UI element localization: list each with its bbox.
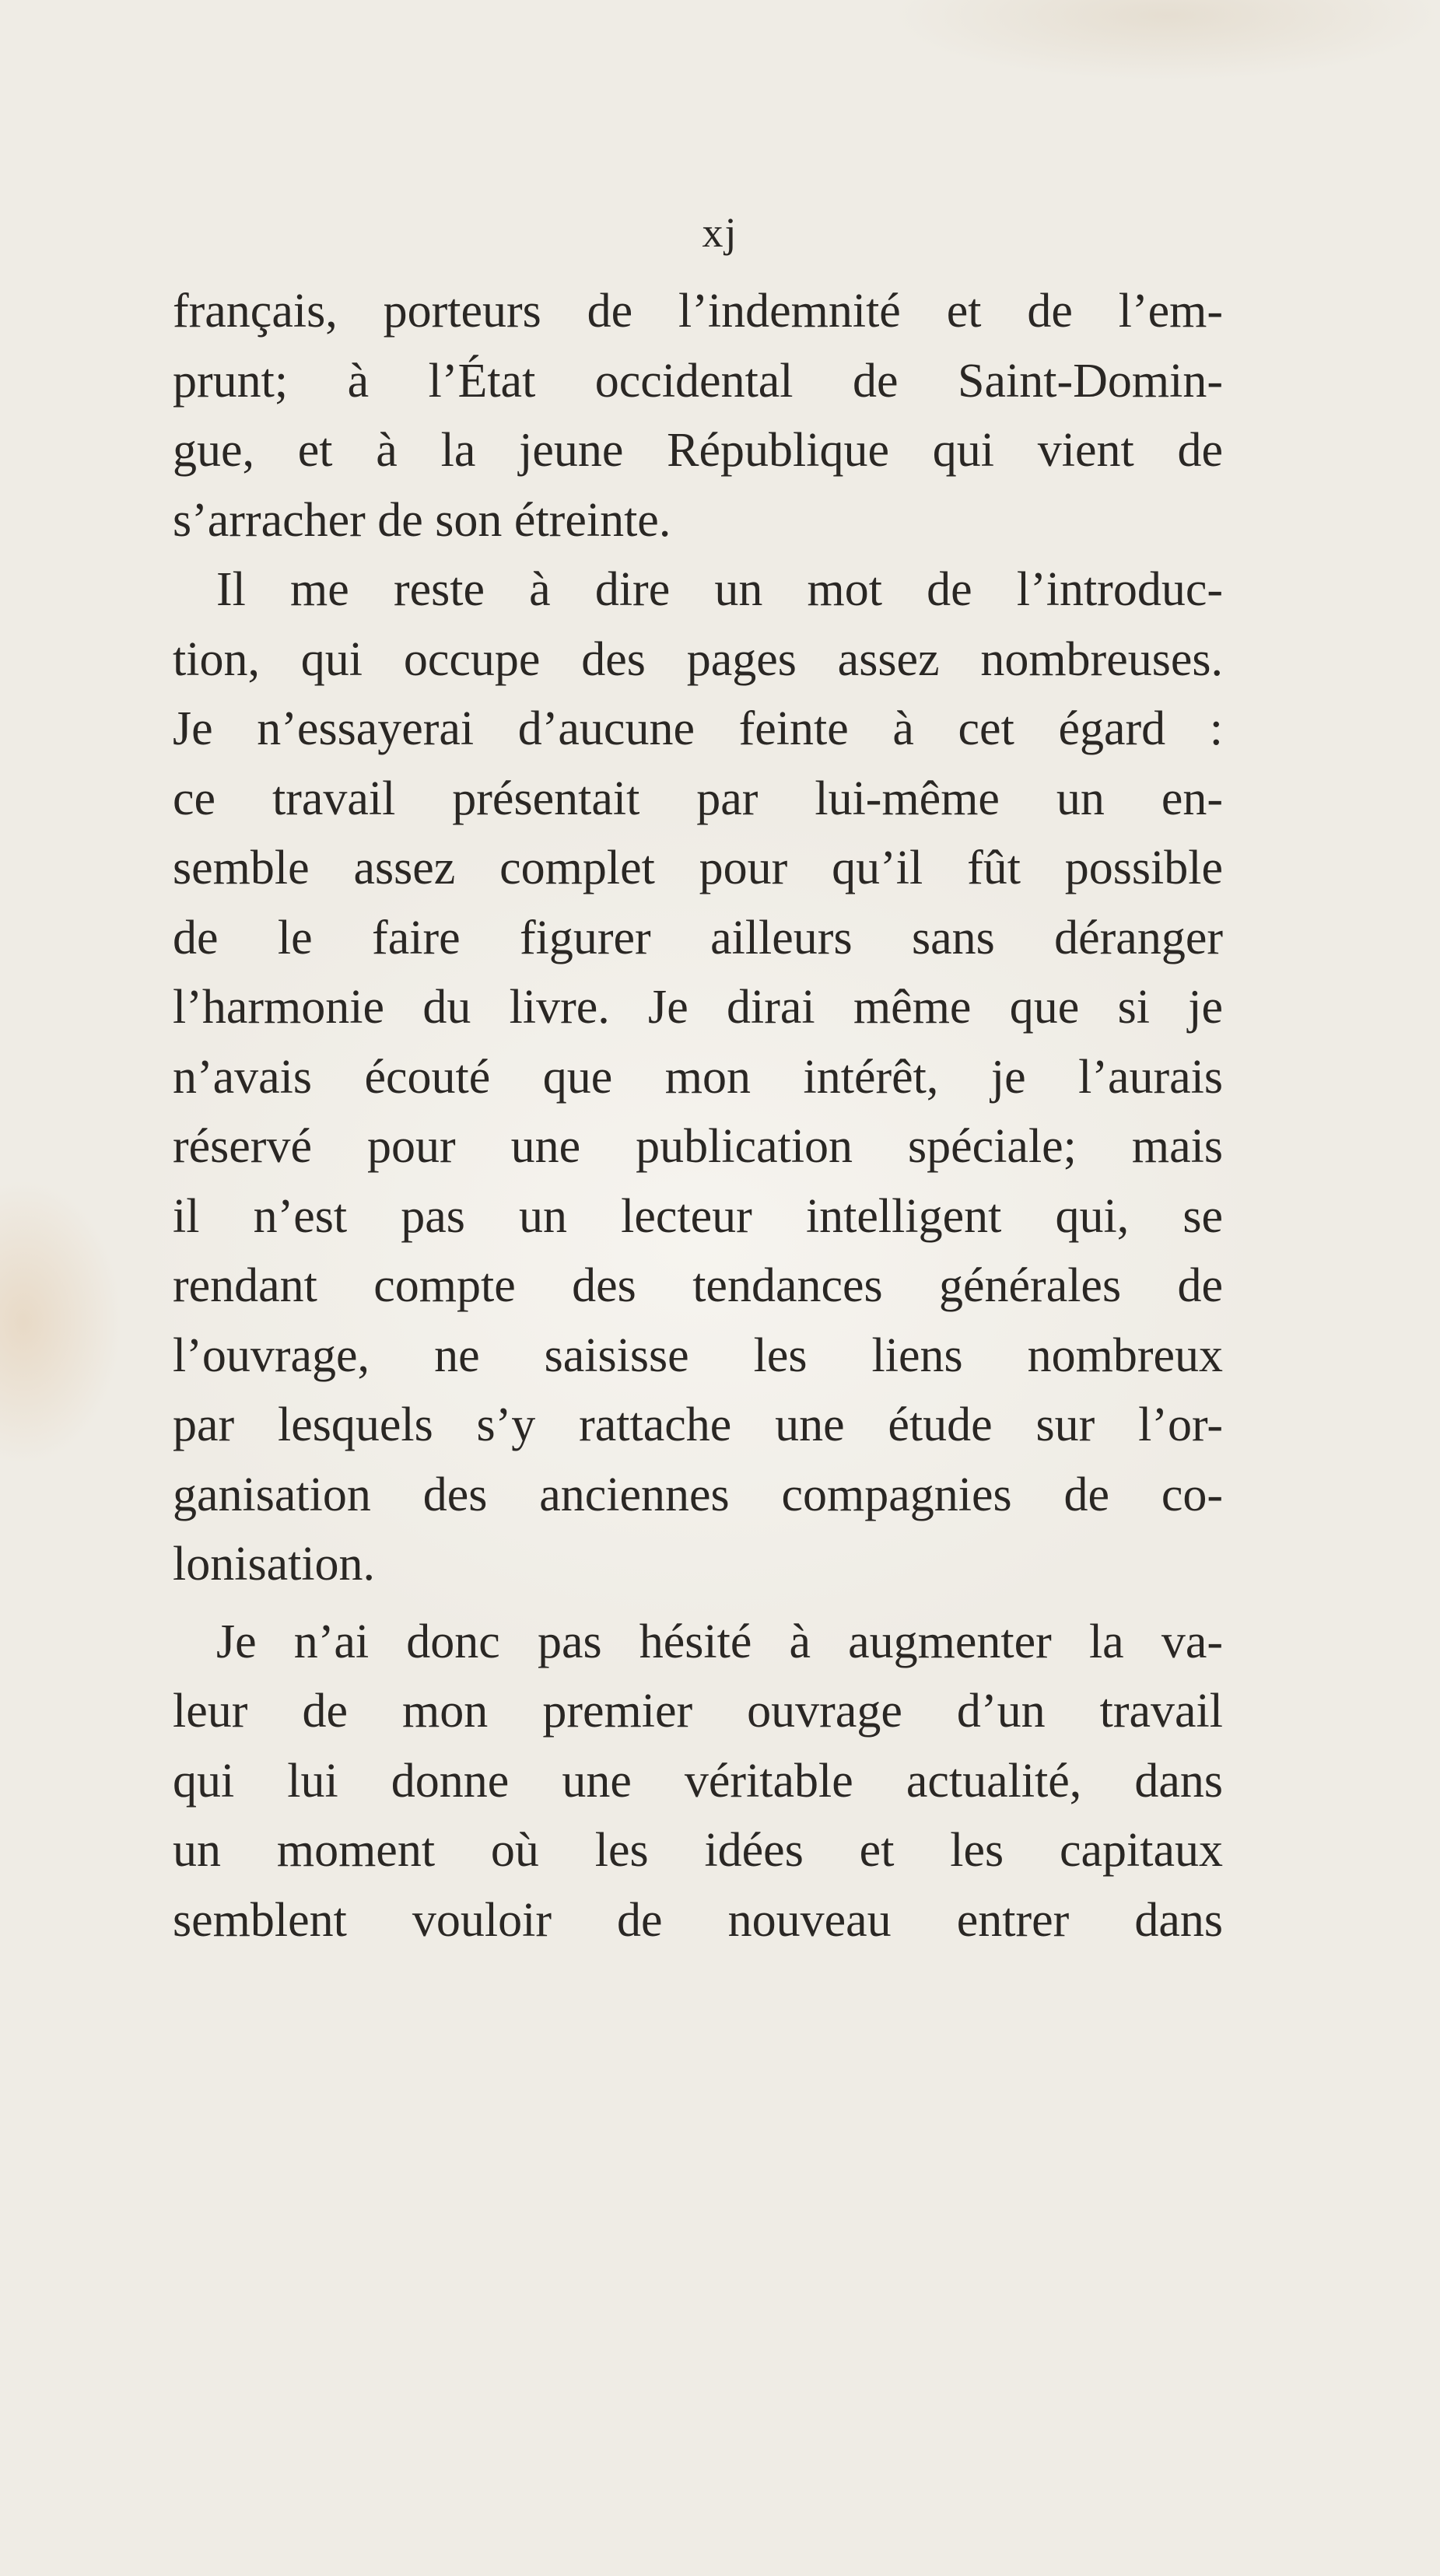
paragraph-2 xyxy=(173,555,1223,1600)
text-line: semblent vouloir de nouveau entrer dans xyxy=(173,1893,1223,1947)
text-line: de le faire figurer ailleurs sans déranger xyxy=(173,911,1223,964)
text-line: prunt; à l’État occidental de Saint-Domin- xyxy=(173,354,1223,408)
text-line: semble assez complet pour qu’il fût possible xyxy=(173,842,1223,894)
text-line: français, porteurs de l’indemnité et de l’em- xyxy=(173,285,1223,338)
text-line: un moment où les idées et les capitaux xyxy=(173,1824,1223,1877)
paragraph-1 xyxy=(173,277,1223,555)
text-line: leur de mon premier ouvrage d’un travail xyxy=(173,1685,1223,1738)
text-line: s’arracher de son étreinte. xyxy=(173,493,671,547)
text-line: il n’est pas un lecteur intelligent qui, se xyxy=(173,1189,1223,1243)
text-line: Il me reste à dire un mot de l’introduc- xyxy=(216,563,1223,616)
paragraph-3 xyxy=(173,1608,1223,1956)
text-line: rendant compte des tendances générales de xyxy=(173,1259,1223,1312)
text-line: l’ouvrage, ne saisisse les liens nombreux xyxy=(173,1328,1223,1382)
text-line: qui lui donne une véritable actualité, dans xyxy=(173,1754,1223,1808)
text-line: ganisation des anciennes compagnies de co- xyxy=(173,1468,1223,1521)
text-line: l’harmonie du livre. Je dirai même que si je xyxy=(173,981,1223,1034)
text-line: lonisation. xyxy=(173,1538,376,1591)
text-line: tion, qui occupe des pages assez nombreuses. xyxy=(173,632,1223,686)
text-line: par lesquels s’y rattache une étude sur l’or- xyxy=(173,1398,1223,1451)
text-line: Je n’ai donc pas hésité à augmenter la va- xyxy=(216,1615,1223,1668)
text-line: réservé pour une publication spéciale; mais xyxy=(173,1120,1223,1173)
text-line: Je n’essayerai d’aucune feinte à cet égard : xyxy=(173,702,1223,755)
page-number: xj xyxy=(702,209,738,256)
text-line: ce travail présentait par lui-même un en- xyxy=(173,772,1223,825)
text-line: n’avais écouté que mon intérêt, je l’aurais xyxy=(173,1050,1223,1104)
text-line: gue, et à la jeune République qui vient de xyxy=(173,424,1223,477)
body-text xyxy=(173,277,1223,1955)
paragraph-spacer xyxy=(173,1600,1223,1608)
